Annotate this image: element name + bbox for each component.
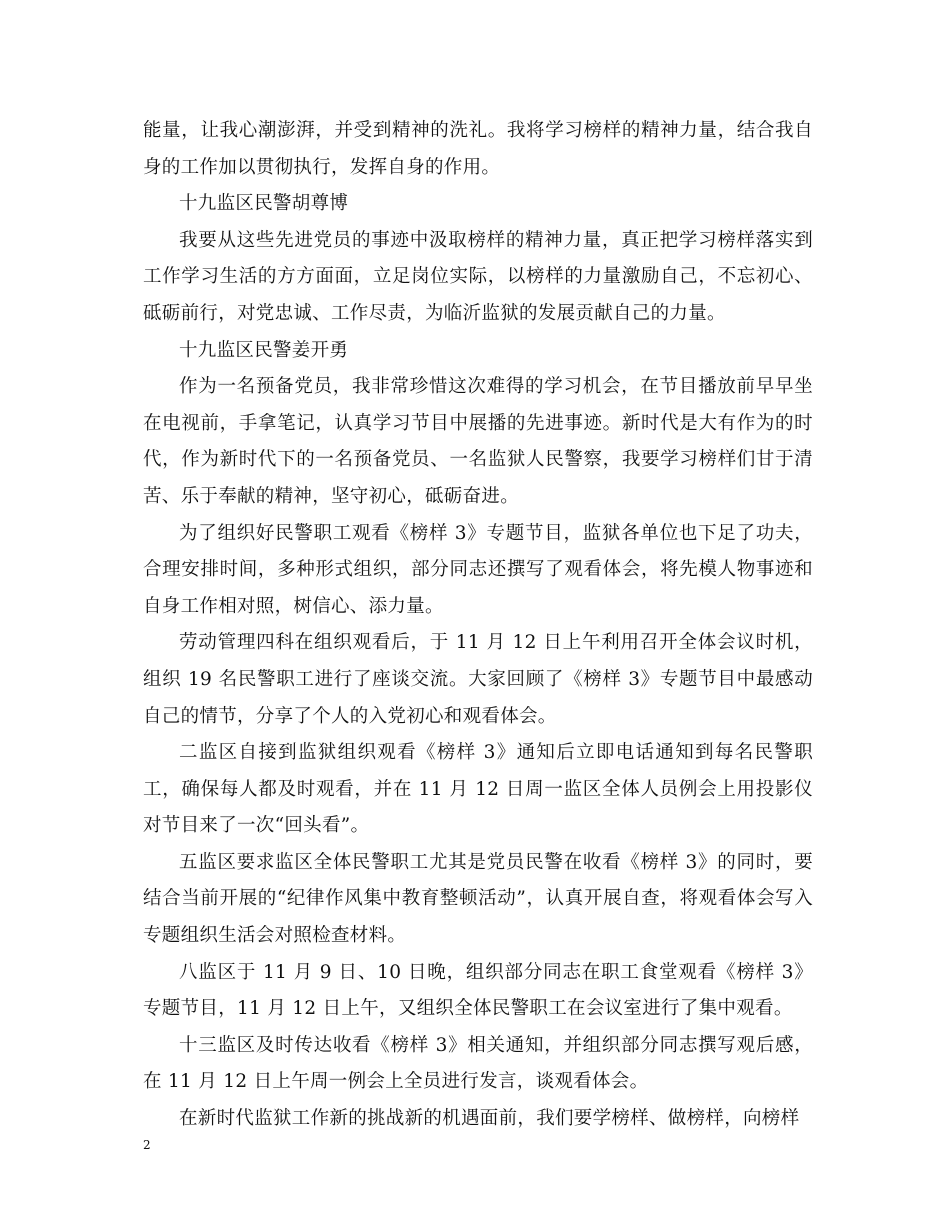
paragraph-hu-zunbo-statement: 我要从这些先进党员的事迹中汲取榜样的精神力量，真正把学习榜样落实到工作学习生活的方方面面，立足岗位实际，以榜样的力量激励自己，不忘初心、砥砺前行，对党忠诚、工作尽责，为临沂监狱的发展贡献自己的力量。 bbox=[143, 229, 813, 324]
speaker-name-jiang-kaiyong: 十九监区民警姜开勇 bbox=[179, 339, 349, 361]
paragraph-fifth-prison-area: 五监区要求监区全体民警职工尤其是党员民警在收看《榜样 3》的同时，要结合当前开展的“纪律作风集中教育整顿活动”，认真开展自查，将观看体会写入专题组织生活会对照检查材料。 bbox=[143, 851, 813, 947]
paragraph-continuation: 能量，让我心潮澎湃，并受到精神的洗礼。我将学习榜样的精神力量，结合我自身的工作加以贯彻执行，发挥自身的作用。 bbox=[143, 120, 813, 178]
paragraph-thirteenth-prison-area: 十三监区及时传达收看《榜样 3》相关通知，并组织部分同志撰写观后感，在 11 月 12 日上午周一例会上全员进行发言，谈观看体会。 bbox=[143, 1034, 813, 1093]
document-body bbox=[143, 113, 813, 1138]
speaker-name-hu-zunbo: 十九监区民警胡尊博 bbox=[179, 193, 349, 215]
paragraph-conclusion-start: 在新时代监狱工作新的挑战新的机遇面前，我们要学榜样、做榜样，向榜样 bbox=[179, 1108, 800, 1130]
paragraph-eighth-prison-area: 八监区于 11 月 9 日、10 日晚，组织部分同志在职工食堂观看《榜样 3》专题节目，11 月 12 日上午，又组织全体民警职工在会议室进行了集中观看。 bbox=[143, 961, 813, 1020]
paragraph-second-prison-area: 二监区自接到监狱组织观看《榜样 3》通知后立即电话通知到每名民警职工，确保每人都及时观看，并在 11 月 12 日周一监区全体人员例会上用投影仪对节目来了一次“回头看”。 bbox=[143, 742, 813, 837]
paragraph-jiang-kaiyong-statement: 作为一名预备党员，我非常珍惜这次难得的学习机会，在节目播放前早早坐在电视前，手拿笔记，认真学习节目中展播的先进事迹。新时代是大有作为的时代，作为新时代下的一名预备党员、一名监狱人民警察，我要学习榜样们甘于清苦、乐于奉献的精神，坚守初心，砥砺奋进。 bbox=[143, 376, 813, 507]
page-number: 2 bbox=[143, 1138, 151, 1152]
paragraph-organization-overview: 为了组织好民警职工观看《榜样 3》专题节目，监狱各单位也下足了功夫，合理安排时间，多种形式组织，部分同志还撰写了观看体会，将先模人物事迹和自身工作相对照，树信心、添力量。 bbox=[143, 522, 813, 617]
paragraph-labor-management-section: 劳动管理四科在组织观看后，于 11 月 12 日上午利用召开全体会议时机，组织 19 名民警职工进行了座谈交流。大家回顾了《榜样 3》专题节目中最感动自己的情节，分享了个人的入党初心和观看体会。 bbox=[143, 632, 813, 727]
